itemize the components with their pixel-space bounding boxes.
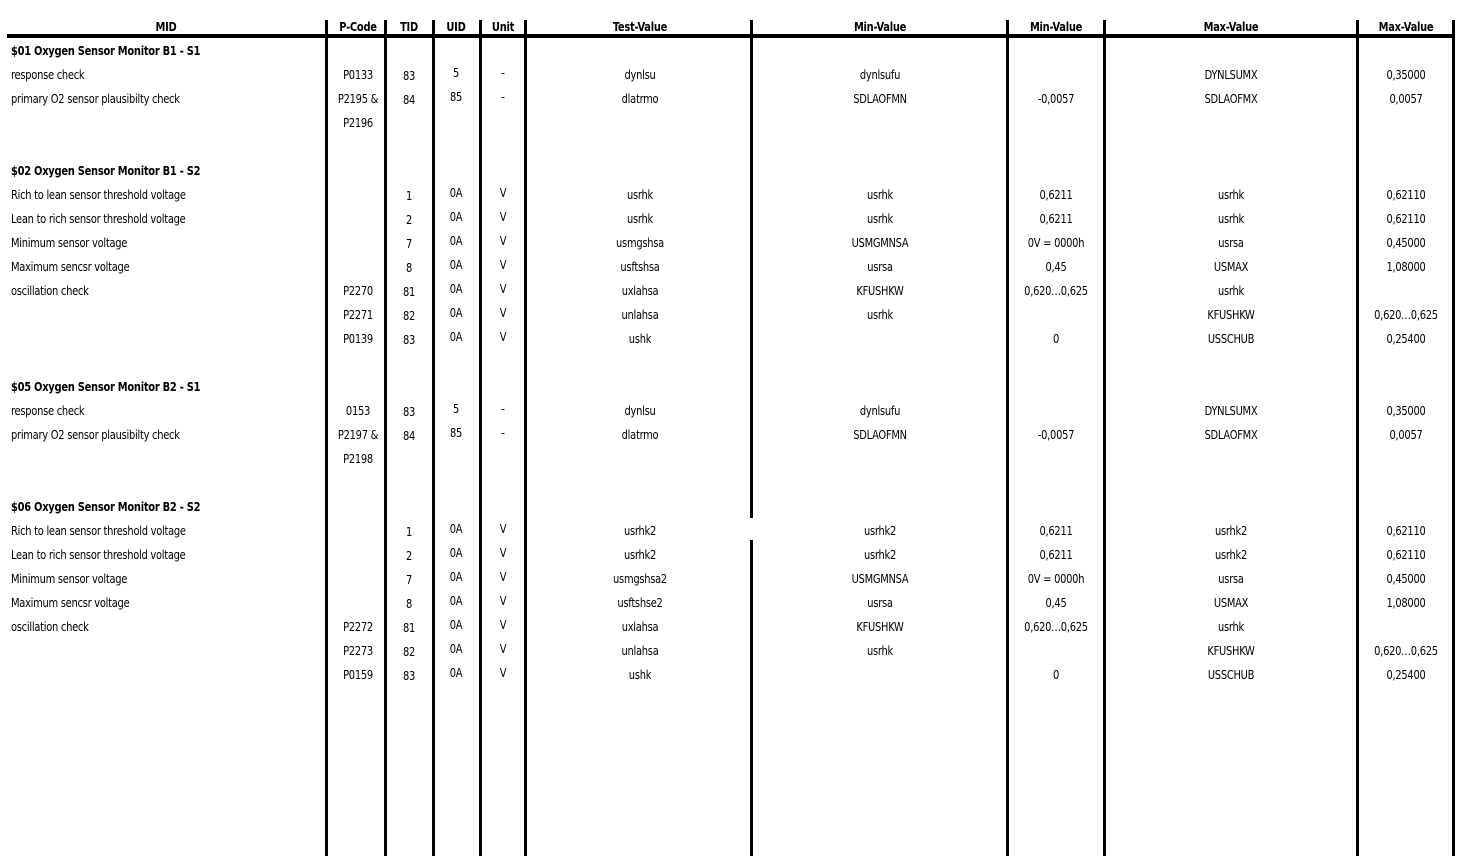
cell-min-value: -0,0057	[1037, 91, 1075, 106]
cell-tid: 2	[405, 212, 413, 227]
row-label: Rich to lean sensor threshold voltage	[11, 523, 186, 538]
cell-max-value: 0,0057	[1389, 91, 1423, 106]
cell-tid: 81	[402, 284, 416, 299]
cell-max-name: USMAX	[1213, 595, 1249, 610]
cell-max-value: 0,620…0,625	[1374, 643, 1438, 658]
cell-tid: 82	[402, 644, 416, 659]
row-label: oscillation check	[11, 283, 89, 298]
cell-min-name: USMGMNSA	[851, 235, 909, 250]
cell-tid: 8	[405, 596, 413, 611]
cell-tid: 81	[402, 620, 416, 635]
section-title: $01 Oxygen Sensor Monitor B1 - S1	[11, 43, 201, 58]
cell-max-value: 0,62110	[1386, 187, 1426, 202]
column-divider	[750, 20, 753, 856]
cell-max-name: usrhk	[1218, 211, 1244, 226]
cell-max-name: usrsa	[1218, 235, 1244, 250]
row-label: response check	[11, 67, 85, 82]
cell-unit: V	[499, 545, 507, 560]
row-label: oscillation check	[11, 619, 89, 634]
column-divider	[479, 20, 482, 856]
cell-max-value: 1,08000	[1386, 595, 1426, 610]
row-label: Lean to rich sensor threshold voltage	[11, 547, 186, 562]
cell-tid: 1	[405, 188, 413, 203]
header-mid: MID	[155, 19, 177, 34]
row-label: Lean to rich sensor threshold voltage	[11, 211, 186, 226]
cell-min-name: KFUSHKW	[856, 619, 904, 634]
cell-unit: -	[501, 89, 505, 104]
cell-min-name: USMGMNSA	[851, 571, 909, 586]
column-divider	[384, 20, 387, 856]
cell-uid: 0A	[449, 641, 463, 656]
cell-test-value: uxlahsa	[621, 619, 659, 634]
cell-test-value: dynlsu	[624, 67, 656, 82]
cell-max-name: USSCHUB	[1207, 667, 1255, 682]
cell-test-value: usrhk	[627, 187, 653, 202]
cell-unit: -	[501, 401, 505, 416]
cell-test-value: dlatrmo	[621, 427, 659, 442]
cell-tid: 8	[405, 260, 413, 275]
cell-unit: V	[499, 257, 507, 272]
cell-min-value: 0,620…0,625	[1024, 283, 1088, 298]
column-divider	[524, 20, 527, 856]
cell-p-code: P0159	[343, 667, 373, 682]
cell-max-value: 0,25400	[1386, 331, 1426, 346]
cell-tid: 83	[402, 668, 416, 683]
column-divider	[1006, 20, 1009, 856]
cell-uid: 85	[449, 89, 463, 104]
section-title: $02 Oxygen Sensor Monitor B1 - S2	[11, 163, 201, 178]
cell-uid: 0A	[449, 593, 463, 608]
cell-unit: -	[501, 425, 505, 440]
column-divider	[1356, 20, 1359, 856]
cell-unit: V	[499, 329, 507, 344]
cell-max-name: usrsa	[1218, 571, 1244, 586]
cell-max-value: 0,62110	[1386, 211, 1426, 226]
header-test-value: Test-Value	[612, 19, 668, 34]
cell-uid: 0A	[449, 281, 463, 296]
cell-max-value: 0,620…0,625	[1374, 307, 1438, 322]
cell-min-value: 0,6211	[1039, 187, 1073, 202]
cell-test-value: usftshsa	[620, 259, 660, 274]
cell-unit: V	[499, 305, 507, 320]
cell-max-value: 0,0057	[1389, 427, 1423, 442]
cell-uid: 0A	[449, 617, 463, 632]
cell-min-value: 0,6211	[1039, 211, 1073, 226]
cell-uid: 0A	[449, 569, 463, 584]
cell-unit: V	[499, 281, 507, 296]
row-label: Minimum sensor voltage	[11, 571, 128, 586]
cell-min-value: 0V = 0000h	[1027, 235, 1085, 250]
cell-unit: V	[499, 617, 507, 632]
cell-tid: 7	[405, 236, 413, 251]
cell-min-name: usrhk2	[863, 547, 897, 562]
cell-max-name: SDLAOFMX	[1204, 91, 1258, 106]
cell-min-name: dynlsufu	[859, 67, 901, 82]
row-label: Maximum sencsr voltage	[11, 259, 130, 274]
cell-max-value: 0,62110	[1386, 547, 1426, 562]
cell-tid: 7	[405, 572, 413, 587]
cell-test-value: ushk	[628, 331, 652, 346]
header-uid: UID	[446, 19, 466, 34]
cell-max-value: 0,25400	[1386, 667, 1426, 682]
cell-max-value: 0,35000	[1386, 67, 1426, 82]
cell-test-value: usrhk2	[623, 547, 657, 562]
cell-uid: 0A	[449, 329, 463, 344]
cell-min-value: 0	[1052, 667, 1060, 682]
cell-unit: V	[499, 233, 507, 248]
cell-min-name: usrhk	[867, 307, 893, 322]
cell-tid: 83	[402, 404, 416, 419]
cell-tid: 84	[402, 428, 416, 443]
cell-p-code: P2197 &	[337, 427, 379, 442]
cell-min-name: usrhk	[867, 187, 893, 202]
cell-p-code: P2196	[343, 115, 373, 130]
cell-unit: V	[499, 641, 507, 656]
cell-max-value: 0,62110	[1386, 523, 1426, 538]
cell-min-name: usrhk	[867, 643, 893, 658]
cell-min-value: 0	[1052, 331, 1060, 346]
cell-tid: 2	[405, 548, 413, 563]
cell-uid: 0A	[449, 185, 463, 200]
cell-min-name: usrhk2	[863, 523, 897, 538]
cell-unit: V	[499, 569, 507, 584]
cell-max-value: 0,45000	[1386, 571, 1426, 586]
cell-test-value: unlahsa	[621, 307, 659, 322]
column-divider	[432, 20, 435, 856]
cell-min-value: 0,6211	[1039, 547, 1073, 562]
cell-test-value: dynlsu	[624, 403, 656, 418]
cell-min-name: usrhk	[867, 211, 893, 226]
header-p-code: P-Code	[339, 19, 377, 34]
cell-p-code: P2195 &	[337, 91, 379, 106]
cell-p-code: P2273	[343, 643, 373, 658]
cell-p-code: P2272	[343, 619, 373, 634]
column-divider	[1103, 20, 1106, 856]
cell-max-name: SDLAOFMX	[1204, 427, 1258, 442]
cell-p-code: P0133	[343, 67, 373, 82]
row-label: Maximum sencsr voltage	[11, 595, 130, 610]
cell-uid: 0A	[449, 233, 463, 248]
cell-test-value: usrhk2	[623, 523, 657, 538]
cell-min-name: SDLAOFMN	[853, 91, 907, 106]
cell-min-name: KFUSHKW	[856, 283, 904, 298]
cell-min-value: 0,45	[1045, 259, 1067, 274]
cell-uid: 0A	[449, 305, 463, 320]
row-label: response check	[11, 403, 85, 418]
cell-test-value: ushk	[628, 667, 652, 682]
cell-min-value: 0,6211	[1039, 523, 1073, 538]
cell-tid: 83	[402, 68, 416, 83]
divider-gap	[750, 518, 756, 540]
cell-test-value: unlahsa	[621, 643, 659, 658]
header-tid: TID	[400, 19, 418, 34]
cell-test-value: usmgshsa	[616, 235, 664, 250]
cell-test-value: dlatrmo	[621, 91, 659, 106]
cell-tid: 84	[402, 92, 416, 107]
row-label: primary O2 sensor plausibilty check	[11, 427, 180, 442]
cell-tid: 1	[405, 524, 413, 539]
cell-uid: 0A	[449, 209, 463, 224]
header-min-name: Min-Value	[853, 19, 907, 34]
cell-max-value: 0,35000	[1386, 403, 1426, 418]
cell-unit: V	[499, 593, 507, 608]
cell-uid: 0A	[449, 257, 463, 272]
cell-unit: V	[499, 209, 507, 224]
cell-max-name: KFUSHKW	[1207, 307, 1255, 322]
cell-p-code: P2198	[343, 451, 373, 466]
cell-min-name: usrsa	[867, 259, 893, 274]
cell-max-value: 0,45000	[1386, 235, 1426, 250]
cell-p-code: P2270	[343, 283, 373, 298]
cell-min-value: -0,0057	[1037, 427, 1075, 442]
cell-max-value: 1,08000	[1386, 259, 1426, 274]
column-divider	[325, 20, 328, 856]
cell-max-name: usrhk2	[1214, 547, 1248, 562]
cell-min-value: 0,45	[1045, 595, 1067, 610]
cell-max-name: USSCHUB	[1207, 331, 1255, 346]
cell-uid: 0A	[449, 545, 463, 560]
cell-min-name: usrsa	[867, 595, 893, 610]
cell-unit: V	[499, 185, 507, 200]
cell-min-name: SDLAOFMN	[853, 427, 907, 442]
cell-max-name: usrhk	[1218, 187, 1244, 202]
header-max-name: Max-Value	[1203, 19, 1259, 34]
cell-max-name: KFUSHKW	[1207, 643, 1255, 658]
cell-min-name: dynlsufu	[859, 403, 901, 418]
cell-max-name: USMAX	[1213, 259, 1249, 274]
cell-uid: 5	[452, 65, 460, 80]
row-label: Rich to lean sensor threshold voltage	[11, 187, 186, 202]
cell-max-name: usrhk	[1218, 619, 1244, 634]
cell-min-value: 0,620…0,625	[1024, 619, 1088, 634]
cell-test-value: uxlahsa	[621, 283, 659, 298]
cell-tid: 82	[402, 308, 416, 323]
row-label: primary O2 sensor plausibilty check	[11, 91, 180, 106]
cell-unit: -	[501, 65, 505, 80]
section-title: $06 Oxygen Sensor Monitor B2 - S2	[11, 499, 201, 514]
cell-test-value: usftshse2	[617, 595, 663, 610]
cell-uid: 5	[452, 401, 460, 416]
header-max-value: Max-Value	[1378, 19, 1434, 34]
section-title: $05 Oxygen Sensor Monitor B2 - S1	[11, 379, 201, 394]
cell-p-code: 0153	[345, 403, 371, 418]
cell-unit: V	[499, 665, 507, 680]
cell-unit: V	[499, 521, 507, 536]
row-label: Minimum sensor voltage	[11, 235, 128, 250]
cell-p-code: P0139	[343, 331, 373, 346]
cell-uid: 0A	[449, 521, 463, 536]
cell-tid: 83	[402, 332, 416, 347]
cell-uid: 85	[449, 425, 463, 440]
cell-min-value: 0V = 0000h	[1027, 571, 1085, 586]
cell-max-name: DYNLSUMX	[1204, 403, 1258, 418]
cell-max-name: usrhk2	[1214, 523, 1248, 538]
cell-p-code: P2271	[343, 307, 373, 322]
cell-test-value: usrhk	[627, 211, 653, 226]
cell-max-name: DYNLSUMX	[1204, 67, 1258, 82]
header-unit: Unit	[491, 19, 515, 34]
cell-max-name: usrhk	[1218, 283, 1244, 298]
header-min-value: Min-Value	[1029, 19, 1083, 34]
cell-test-value: usmgshsa2	[613, 571, 667, 586]
cell-uid: 0A	[449, 665, 463, 680]
column-divider	[1452, 20, 1455, 856]
